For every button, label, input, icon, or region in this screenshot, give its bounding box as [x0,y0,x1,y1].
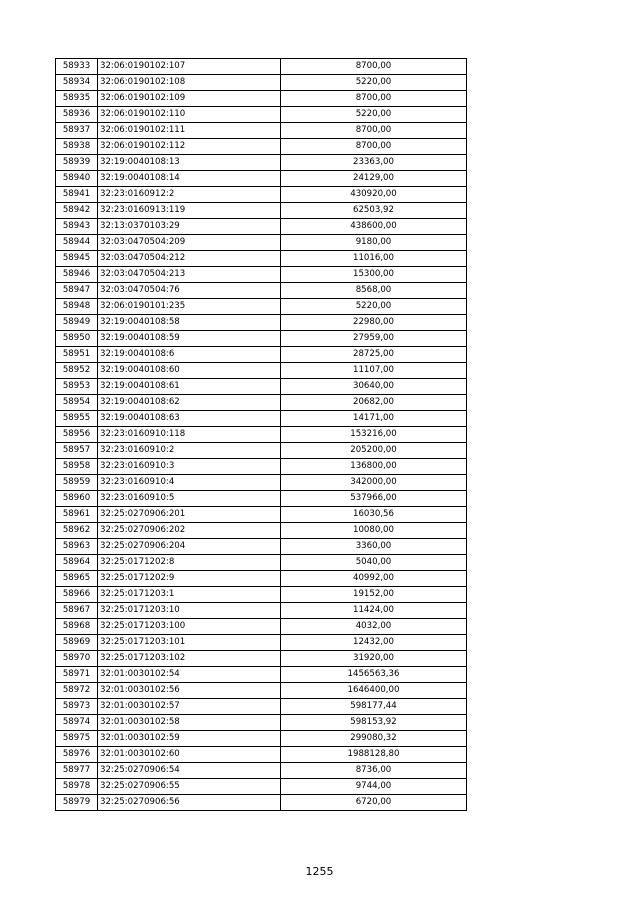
cadastral-number-cell: 32:01:0030102:54 [98,667,281,683]
row-number-cell: 58940 [56,171,98,187]
row-number-cell: 58964 [56,555,98,571]
table-row [56,139,467,155]
value-cell: 5220,00 [281,75,467,91]
row-number-cell: 58974 [56,715,98,731]
value-cell: 22980,00 [281,315,467,331]
cadastral-number-cell: 32:03:0470504:209 [98,235,281,251]
table-row [56,539,467,555]
cadastral-number-cell: 32:25:0171203:101 [98,635,281,651]
row-number-cell: 58959 [56,475,98,491]
row-number-cell: 58949 [56,315,98,331]
value-cell: 10080,00 [281,523,467,539]
value-cell: 40992,00 [281,571,467,587]
row-number-cell: 58977 [56,763,98,779]
cadastral-number-cell: 32:19:0040108:61 [98,379,281,395]
row-number-cell: 58966 [56,587,98,603]
row-number-cell: 58946 [56,267,98,283]
cadastral-number-cell: 32:23:0160912:2 [98,187,281,203]
value-cell: 8700,00 [281,123,467,139]
cadastral-number-cell: 32:19:0040108:58 [98,315,281,331]
value-cell: 5220,00 [281,299,467,315]
row-number-cell: 58943 [56,219,98,235]
table-row [56,347,467,363]
value-cell: 8700,00 [281,139,467,155]
value-cell: 14171,00 [281,411,467,427]
table-row [56,315,467,331]
value-cell: 15300,00 [281,267,467,283]
value-cell: 5220,00 [281,107,467,123]
row-number-cell: 58972 [56,683,98,699]
cadastral-number-cell: 32:01:0030102:59 [98,731,281,747]
row-number-cell: 58965 [56,571,98,587]
row-number-cell: 58944 [56,235,98,251]
cadastral-number-cell: 32:25:0171202:9 [98,571,281,587]
cadastral-number-cell: 32:06:0190102:107 [98,59,281,75]
table-row [56,107,467,123]
value-cell: 28725,00 [281,347,467,363]
table-row [56,571,467,587]
row-number-cell: 58967 [56,603,98,619]
row-number-cell: 58978 [56,779,98,795]
row-number-cell: 58958 [56,459,98,475]
row-number-cell: 58942 [56,203,98,219]
row-number-cell: 58953 [56,379,98,395]
table-row [56,251,467,267]
table-row [56,587,467,603]
value-cell: 598177,44 [281,699,467,715]
value-cell: 8700,00 [281,91,467,107]
table-row [56,619,467,635]
value-cell: 8568,00 [281,283,467,299]
row-number-cell: 58937 [56,123,98,139]
table-body [56,59,467,811]
row-number-cell: 58955 [56,411,98,427]
table-row [56,731,467,747]
table-row [56,507,467,523]
cadastral-number-cell: 32:23:0160913:119 [98,203,281,219]
row-number-cell: 58960 [56,491,98,507]
row-number-cell: 58952 [56,363,98,379]
value-cell: 342000,00 [281,475,467,491]
row-number-cell: 58941 [56,187,98,203]
value-cell: 30640,00 [281,379,467,395]
table-row [56,795,467,811]
page-number: 1255 [305,865,334,878]
row-number-cell: 58969 [56,635,98,651]
cadastral-number-cell: 32:25:0171202:8 [98,555,281,571]
cadastral-number-cell: 32:25:0270906:54 [98,763,281,779]
value-cell: 11016,00 [281,251,467,267]
value-cell: 1646400,00 [281,683,467,699]
cadastral-number-cell: 32:25:0171203:10 [98,603,281,619]
value-cell: 24129,00 [281,171,467,187]
table-row [56,635,467,651]
cadastral-number-cell: 32:25:0171203:1 [98,587,281,603]
row-number-cell: 58948 [56,299,98,315]
table-row [56,427,467,443]
value-cell: 8700,00 [281,59,467,75]
cadastral-number-cell: 32:03:0470504:213 [98,267,281,283]
cadastral-number-cell: 32:19:0040108:63 [98,411,281,427]
cadastral-number-cell: 32:19:0040108:60 [98,363,281,379]
cadastral-number-cell: 32:13:0370103:29 [98,219,281,235]
table-row [56,331,467,347]
table-row [56,651,467,667]
table-row [56,59,467,75]
cadastral-number-cell: 32:06:0190102:111 [98,123,281,139]
cadastral-number-cell: 32:25:0270906:56 [98,795,281,811]
value-cell: 6720,00 [281,795,467,811]
table-row [56,667,467,683]
value-cell: 23363,00 [281,155,467,171]
value-cell: 153216,00 [281,427,467,443]
value-cell: 430920,00 [281,187,467,203]
cadastral-number-cell: 32:25:0270906:202 [98,523,281,539]
cadastral-number-cell: 32:23:0160910:3 [98,459,281,475]
cadastral-number-cell: 32:25:0270906:55 [98,779,281,795]
cadastral-number-cell: 32:03:0470504:212 [98,251,281,267]
cadastral-number-cell: 32:06:0190101:235 [98,299,281,315]
value-cell: 5040,00 [281,555,467,571]
value-cell: 136800,00 [281,459,467,475]
cadastral-number-cell: 32:23:0160910:118 [98,427,281,443]
value-cell: 598153,92 [281,715,467,731]
row-number-cell: 58945 [56,251,98,267]
table-row [56,443,467,459]
table-row [56,699,467,715]
table-row [56,763,467,779]
value-cell: 16030,56 [281,507,467,523]
table-row [56,283,467,299]
row-number-cell: 58971 [56,667,98,683]
cadastral-number-cell: 32:19:0040108:6 [98,347,281,363]
cadastral-number-cell: 32:19:0040108:14 [98,171,281,187]
value-cell: 11424,00 [281,603,467,619]
cadastral-number-cell: 32:06:0190102:110 [98,107,281,123]
data-table [55,58,467,811]
value-cell: 19152,00 [281,587,467,603]
row-number-cell: 58970 [56,651,98,667]
value-cell: 438600,00 [281,219,467,235]
table-row [56,683,467,699]
cadastral-number-cell: 32:06:0190102:112 [98,139,281,155]
row-number-cell: 58950 [56,331,98,347]
cadastral-number-cell: 32:06:0190102:109 [98,91,281,107]
cadastral-number-cell: 32:01:0030102:56 [98,683,281,699]
row-number-cell: 58973 [56,699,98,715]
row-number-cell: 58933 [56,59,98,75]
row-number-cell: 58957 [56,443,98,459]
table-row [56,235,467,251]
table-row [56,523,467,539]
cadastral-number-cell: 32:19:0040108:62 [98,395,281,411]
value-cell: 31920,00 [281,651,467,667]
table-row [56,123,467,139]
value-cell: 205200,00 [281,443,467,459]
table-row [56,395,467,411]
table-row [56,155,467,171]
table-row [56,171,467,187]
cadastral-number-cell: 32:25:0270906:204 [98,539,281,555]
row-number-cell: 58938 [56,139,98,155]
value-cell: 11107,00 [281,363,467,379]
row-number-cell: 58956 [56,427,98,443]
value-cell: 1456563,36 [281,667,467,683]
row-number-cell: 58954 [56,395,98,411]
cadastral-number-cell: 32:23:0160910:2 [98,443,281,459]
cadastral-number-cell: 32:19:0040108:13 [98,155,281,171]
row-number-cell: 58968 [56,619,98,635]
row-number-cell: 58962 [56,523,98,539]
table-row [56,491,467,507]
value-cell: 9180,00 [281,235,467,251]
value-cell: 299080,32 [281,731,467,747]
row-number-cell: 58935 [56,91,98,107]
row-number-cell: 58951 [56,347,98,363]
row-number-cell: 58961 [56,507,98,523]
value-cell: 12432,00 [281,635,467,651]
cadastral-number-cell: 32:23:0160910:4 [98,475,281,491]
row-number-cell: 58947 [56,283,98,299]
row-number-cell: 58936 [56,107,98,123]
row-number-cell: 58939 [56,155,98,171]
value-cell: 9744,00 [281,779,467,795]
row-number-cell: 58979 [56,795,98,811]
table-row [56,219,467,235]
cadastral-number-cell: 32:25:0270906:201 [98,507,281,523]
table-row [56,91,467,107]
value-cell: 537966,00 [281,491,467,507]
table-row [56,779,467,795]
cadastral-number-cell: 32:03:0470504:76 [98,283,281,299]
value-cell: 8736,00 [281,763,467,779]
table-row [56,203,467,219]
cadastral-number-cell: 32:01:0030102:58 [98,715,281,731]
table-row [56,475,467,491]
cadastral-number-cell: 32:19:0040108:59 [98,331,281,347]
value-cell: 4032,00 [281,619,467,635]
cadastral-number-cell: 32:23:0160910:5 [98,491,281,507]
table-row [56,555,467,571]
table-row [56,603,467,619]
row-number-cell: 58975 [56,731,98,747]
cadastral-number-cell: 32:01:0030102:60 [98,747,281,763]
table-row [56,459,467,475]
table-row [56,75,467,91]
cadastral-number-cell: 32:25:0171203:100 [98,619,281,635]
value-cell: 20682,00 [281,395,467,411]
value-cell: 1988128,80 [281,747,467,763]
table-row [56,267,467,283]
cadastral-number-cell: 32:25:0171203:102 [98,651,281,667]
value-cell: 3360,00 [281,539,467,555]
value-cell: 27959,00 [281,331,467,347]
cadastral-number-cell: 32:01:0030102:57 [98,699,281,715]
table-row [56,187,467,203]
cadastral-number-cell: 32:06:0190102:108 [98,75,281,91]
table-row [56,363,467,379]
table-row [56,747,467,763]
value-cell: 62503,92 [281,203,467,219]
table-row [56,411,467,427]
table-row [56,379,467,395]
table-row [56,715,467,731]
row-number-cell: 58963 [56,539,98,555]
row-number-cell: 58934 [56,75,98,91]
table-row [56,299,467,315]
row-number-cell: 58976 [56,747,98,763]
